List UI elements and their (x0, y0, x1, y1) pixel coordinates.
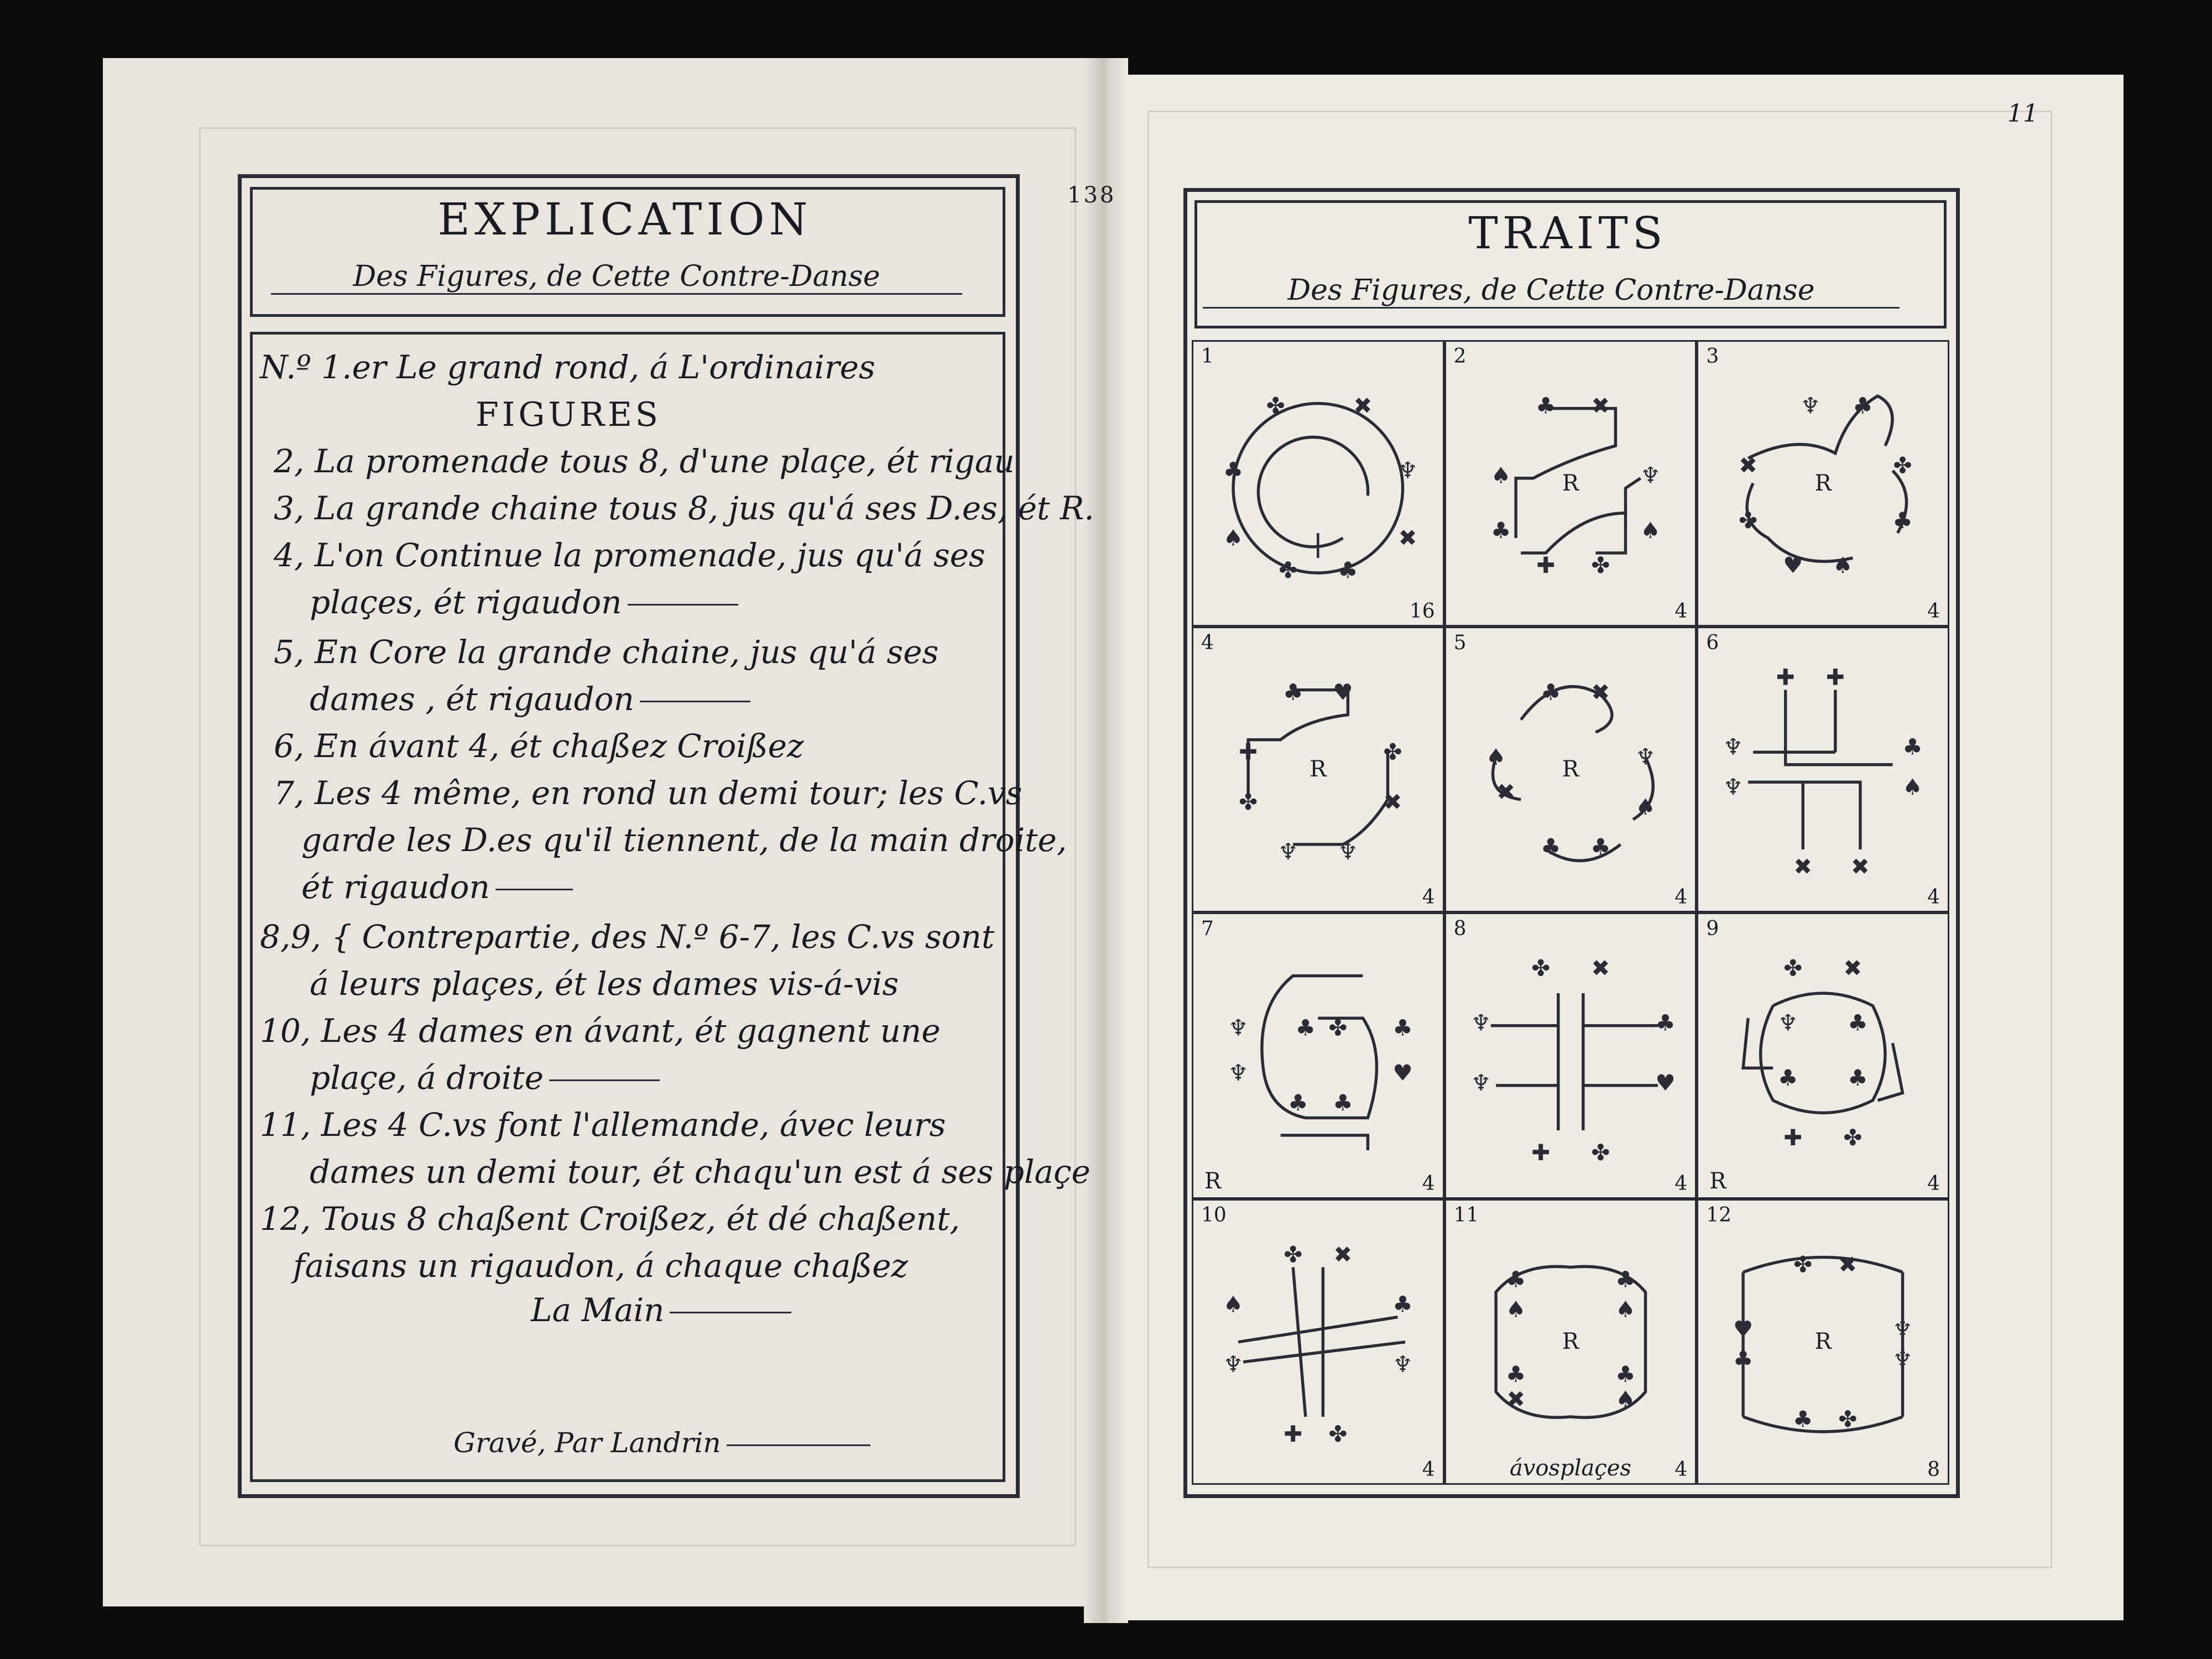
rule (670, 1312, 791, 1313)
entry-4: 4, L'on Continue la promenade, jus qu'á ses (274, 536, 985, 574)
figure-cell-11 (1444, 1199, 1697, 1485)
rule (640, 701, 750, 702)
figure-r-label: R (1814, 470, 1832, 496)
figure-cell-12 (1697, 1199, 1949, 1485)
path-line (1743, 993, 1902, 1113)
inner-spiral-path (1258, 437, 1368, 547)
path-line (1521, 513, 1625, 553)
entry-12-cont: faisans un rigaudon, á chaque chaßez (293, 1247, 908, 1285)
entry-11: 11, Les 4 C.vs font l'allemande, ávec leurs (260, 1106, 946, 1144)
dancer-mark: ♠ (1223, 524, 1244, 551)
figure-count: 4 (1422, 886, 1435, 909)
dancer-mark: ♣ (1295, 1014, 1316, 1041)
figure-r-label: R (1814, 1329, 1832, 1355)
entry-5: 5, En Core la grande chaine, jus qu'á ses (274, 633, 939, 671)
figure-7-diagram (1193, 914, 1443, 1197)
dancer-mark: ♠ (1615, 1296, 1636, 1323)
dancer-mark: ♆ (1635, 743, 1656, 770)
dancer-mark: ✖ (1591, 679, 1610, 706)
dancer-mark: ♣ (1848, 1064, 1868, 1091)
figure-9-diagram (1698, 914, 1948, 1197)
dancer-mark: ♠ (1505, 1296, 1526, 1323)
figure-r-label: R (1709, 1168, 1726, 1194)
page-number: 11 (2007, 100, 2038, 128)
dancer-mark: ♆ (1723, 773, 1744, 800)
dancer-mark: ♣ (1288, 1089, 1308, 1116)
dancer-mark: ✖ (1333, 1241, 1353, 1268)
left-subtitle: Des Figures, de Cette Contre-Danse (271, 260, 962, 295)
figure-count: 4 (1674, 886, 1688, 909)
dancer-mark: ✚ (1536, 551, 1555, 578)
dancer-mark: ♆ (1800, 392, 1821, 419)
figure-number: 5 (1453, 631, 1467, 654)
dancer-mark: ♠ (1833, 551, 1853, 578)
right-title: TRAITS (1468, 207, 1667, 259)
figure-number: 3 (1706, 345, 1719, 368)
dancer-mark: ♠ (1640, 517, 1661, 544)
dancer-mark: ♣ (1333, 1089, 1353, 1116)
dancer-mark: ♠ (1615, 1385, 1636, 1412)
figure-count: 4 (1927, 1172, 1940, 1195)
dancer-mark: ♣ (1505, 1360, 1526, 1387)
dancer-mark: ✤ (1531, 954, 1550, 982)
figure-count: 4 (1422, 1458, 1435, 1481)
figure-count: 4 (1927, 886, 1940, 909)
dancer-mark: ♣ (1540, 679, 1561, 706)
dancer-mark: ♠ (1485, 743, 1506, 770)
dancer-mark: ✖ (1591, 954, 1610, 982)
entry-4-cont-text: plaçes, ét rigaudon (310, 583, 622, 621)
figure-1-diagram (1193, 342, 1443, 625)
dancer-mark: ♣ (1392, 1014, 1413, 1041)
dancer-mark: ✖ (1398, 524, 1417, 551)
figure-cell-1 (1192, 340, 1444, 627)
dancer-mark: ✤ (1383, 738, 1402, 765)
entry-10: 10, Les 4 dames en ávant, ét gagnent une (260, 1012, 941, 1050)
dancer-mark: ♣ (1338, 556, 1358, 583)
figure-r-label: R (1204, 1168, 1222, 1194)
entry-1: N.º 1.er Le grand rond, á L'ordinaires (260, 348, 875, 386)
dancer-mark: ♣ (1733, 1345, 1754, 1373)
dancer-mark: ♥ (1333, 679, 1353, 706)
dancer-mark: ♥ (1733, 1316, 1754, 1343)
figure-caption: ávosplaçes (1510, 1455, 1631, 1481)
dancer-mark: ✤ (1284, 1241, 1303, 1268)
dancer-mark: ✖ (1353, 392, 1373, 419)
rule (727, 1444, 870, 1446)
figure-cell-7 (1192, 912, 1444, 1199)
dancer-mark: ✚ (1826, 664, 1845, 691)
entry-7: 7, Les 4 même, en rond un demi tour; les C.vs (274, 774, 1022, 812)
dancer-mark: ✖ (1851, 853, 1870, 880)
path-line (1262, 976, 1377, 1118)
dancer-mark: ✖ (1843, 954, 1863, 982)
dancer-mark: ♣ (1778, 1064, 1798, 1091)
dancer-mark: ✖ (1383, 788, 1402, 815)
figure-r-label: R (1310, 757, 1327, 782)
dancer-mark: ♣ (1655, 1009, 1676, 1036)
dancer-mark: ✖ (1506, 1385, 1525, 1412)
dancer-mark: ♣ (1793, 1405, 1813, 1432)
dancer-glyphs (1471, 955, 1676, 1166)
dancer-mark: ♆ (1892, 1345, 1913, 1373)
figure-cell-5 (1444, 627, 1697, 913)
dancer-mark: ♆ (1778, 1009, 1798, 1036)
dancer-mark: ♆ (1470, 1069, 1491, 1096)
left-title: EXPLICATION (437, 194, 812, 245)
entry-figures-heading: FIGURES (476, 395, 661, 434)
entry-6: 6, En ávant 4, ét chaßez Croißez (274, 727, 804, 765)
dancer-mark: ✖ (1591, 392, 1610, 419)
dancer-mark: ♆ (1228, 1014, 1249, 1041)
path-line (1491, 993, 1658, 1130)
entry-5-cont (310, 680, 750, 718)
entry-7-end (301, 868, 573, 906)
figure-cell-10 (1192, 1199, 1444, 1485)
figure-8-diagram (1446, 914, 1695, 1197)
dancer-mark: ✤ (1843, 1124, 1863, 1151)
entry-10-cont-text: plaçe, á droite (310, 1059, 544, 1097)
entry-7-end-text: ét rigaudon (301, 868, 490, 906)
entry-12: 12, Tous 8 chaßent Croißez, ét dé chaßent, (260, 1200, 960, 1238)
dancer-mark: ♆ (1397, 457, 1418, 484)
folio-number: 138 (1067, 182, 1117, 208)
dancer-mark: ♣ (1392, 1291, 1413, 1318)
figure-r-label: R (1562, 1329, 1579, 1355)
figure-count: 4 (1674, 599, 1688, 623)
figure-cell-6 (1697, 627, 1949, 913)
dancer-glyphs (1228, 1015, 1413, 1116)
figure-6-diagram (1698, 628, 1948, 911)
entry-3: 3, La grande chaine tous 8, jus qu'á ses D.es, ét R. (274, 489, 1094, 527)
dancer-mark: ♆ (1338, 838, 1358, 865)
dancer-mark: ♣ (1590, 833, 1611, 860)
dancer-mark: ✤ (1838, 1405, 1858, 1432)
rule (495, 889, 573, 890)
path-line (1748, 690, 1892, 849)
path-line (1238, 1267, 1405, 1416)
dancer-mark: ✖ (1739, 452, 1758, 479)
dancer-mark: ✚ (1776, 664, 1796, 691)
dancer-mark: ✤ (1279, 556, 1298, 583)
dancer-mark: ✤ (1739, 507, 1758, 534)
entry-7-cont: garde les D.es qu'il tiennent, de la main droite, (301, 821, 1067, 859)
dancer-mark: ✤ (1591, 1139, 1610, 1166)
entry-8-9: 8,9, { Contrepartie, des N.º 6-7, les C.vs sont (260, 918, 995, 956)
dancer-mark: ♠ (1635, 793, 1656, 820)
figure-grid (1192, 340, 1949, 1485)
dancer-mark: ♣ (1615, 1266, 1636, 1293)
figure-count: 4 (1927, 599, 1940, 623)
dancer-mark: ✚ (1284, 1420, 1303, 1447)
dancer-mark: ✤ (1591, 551, 1610, 578)
figure-10-diagram (1193, 1201, 1443, 1484)
dancer-mark: ♆ (1723, 733, 1744, 760)
figure-r-label: R (1562, 757, 1579, 782)
figure-number: 6 (1706, 631, 1719, 654)
dancer-mark: ♆ (1228, 1059, 1249, 1086)
figure-number: 12 (1706, 1203, 1732, 1227)
figure-number: 11 (1453, 1203, 1479, 1227)
figure-cell-9 (1697, 912, 1949, 1199)
dancer-mark: ♣ (1490, 517, 1511, 544)
figure-r-label: R (1562, 470, 1579, 496)
dancer-mark: ✤ (1328, 1014, 1348, 1041)
dancer-mark: ✖ (1496, 778, 1515, 805)
dancer-mark: ♣ (1505, 1266, 1526, 1293)
dancer-mark: ♣ (1540, 833, 1561, 860)
right-subtitle: Des Figures, de Cette Contre-Danse (1203, 274, 1900, 309)
figure-cell-4 (1192, 627, 1444, 913)
dancer-mark: ♣ (1615, 1360, 1636, 1387)
figure-cell-8 (1444, 912, 1697, 1199)
figure-cell-2 (1444, 340, 1697, 627)
figure-count: 4 (1674, 1458, 1688, 1481)
dancer-glyphs (1778, 955, 1868, 1151)
dancer-mark: ✚ (1783, 1124, 1803, 1151)
dancer-mark: ✤ (1239, 788, 1258, 815)
dancer-mark: ♣ (1535, 392, 1556, 419)
dancer-mark: ♠ (1490, 462, 1511, 489)
dancer-mark: ✖ (1838, 1251, 1858, 1278)
entry-5-cont-text: dames , ét rigaudon (310, 680, 634, 718)
rule (549, 1079, 660, 1081)
figure-number: 2 (1453, 345, 1467, 368)
figure-number: 10 (1201, 1203, 1227, 1227)
dancer-mark: ♆ (1640, 462, 1661, 489)
figure-count: 4 (1422, 1172, 1435, 1195)
la-main-text: La Main (531, 1291, 665, 1329)
dancer-mark: ♣ (1848, 1009, 1868, 1036)
dancer-mark: ♥ (1392, 1059, 1413, 1086)
figure-number: 8 (1453, 917, 1467, 940)
dancer-mark: ✚ (1239, 738, 1258, 765)
dancer-mark: ♣ (1223, 457, 1244, 484)
dancer-mark: ♠ (1223, 1291, 1244, 1318)
engraver-credit (453, 1427, 870, 1459)
dancer-mark: ♆ (1223, 1350, 1244, 1378)
path-line (1281, 1135, 1368, 1150)
dancer-mark: ♆ (1892, 1316, 1913, 1343)
dancer-mark: ♠ (1902, 773, 1923, 800)
dancer-mark: ✤ (1783, 954, 1803, 982)
entry-10-cont (310, 1059, 660, 1097)
dancer-glyphs (1723, 664, 1923, 879)
book-gutter (1084, 58, 1128, 1623)
rule (628, 604, 738, 606)
entry-4-cont (310, 583, 738, 621)
dancer-mark: ♣ (1892, 507, 1913, 534)
dancer-mark: ♆ (1392, 1350, 1413, 1378)
figure-count: 8 (1927, 1458, 1940, 1481)
dancer-mark: ✖ (1793, 853, 1813, 880)
dancer-mark: ♆ (1470, 1009, 1491, 1036)
figure-number: 7 (1201, 917, 1214, 940)
dancer-mark: ♣ (1283, 679, 1303, 706)
dancer-mark: ✤ (1266, 392, 1285, 419)
dancer-mark: ♣ (1853, 392, 1873, 419)
figure-cell-3 (1697, 340, 1949, 627)
dancer-mark: ♥ (1655, 1069, 1676, 1096)
figure-count: 4 (1674, 1172, 1688, 1195)
dancer-mark: ✚ (1531, 1139, 1550, 1166)
dancer-mark: ✤ (1328, 1420, 1348, 1447)
dancer-mark: ✤ (1793, 1251, 1813, 1278)
dancer-mark: ✤ (1893, 452, 1912, 479)
figure-number: 9 (1706, 917, 1719, 940)
entry-2: 2, La promenade tous 8, d'une plaçe, ét rigau (274, 442, 1015, 480)
dancer-mark: ♥ (1783, 551, 1803, 578)
figure-number: 4 (1201, 631, 1214, 654)
figure-number: 1 (1201, 345, 1214, 368)
entry-8-9-cont: á leurs plaçes, ét les dames vis-á-vis (310, 965, 899, 1003)
engraver-text: Gravé, Par Landrin (453, 1427, 721, 1459)
dancer-mark: ♣ (1902, 733, 1923, 760)
dancer-glyphs (1223, 393, 1418, 583)
entry-11-cont: dames un demi tour, ét chaqu'un est á ses plaçe (310, 1153, 1091, 1191)
dancer-mark: ♆ (1278, 838, 1298, 865)
entry-la-main (531, 1291, 791, 1329)
figure-count: 16 (1409, 599, 1435, 623)
